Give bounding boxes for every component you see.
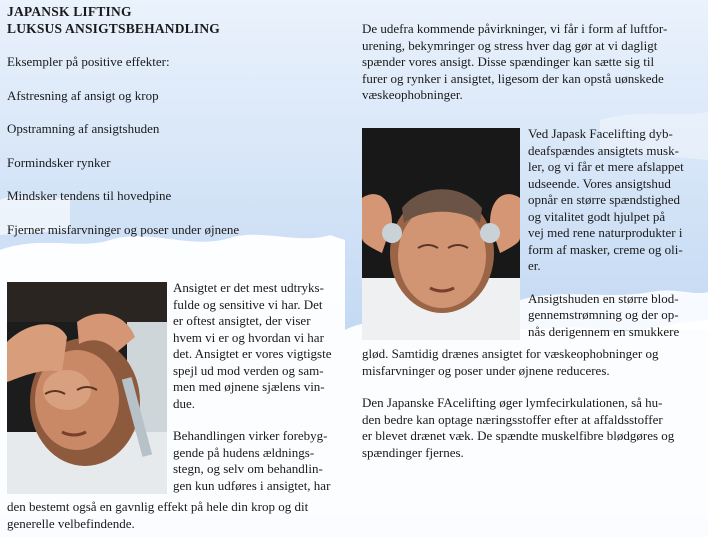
left-wrap-text <box>173 280 343 494</box>
left-column <box>7 3 342 238</box>
text-line: Ansigtshuden en større blod- <box>528 290 679 306</box>
heading-line-2: LUKSUS ANSIGTSBEHANDLING <box>7 21 220 36</box>
text-line: er blevet drænet væk. De spændte muskelfibre blødgøres og <box>362 428 675 443</box>
text-line: stegn, og selv om behandlin- <box>173 461 323 476</box>
text-line: spænder vores ansigt. Disse spændinger kan sætte sig til <box>362 54 655 69</box>
text-line: Ved Japask Facelifting dyb- <box>528 126 673 141</box>
text-line: den bedre kan optage næringsstoffer efter at affaldsstoffer <box>362 411 663 427</box>
left-bottom-text <box>7 499 347 532</box>
text-line: misfarvninger og poser under øjnene reduceres. <box>362 362 610 378</box>
effect-item: Mindsker tendens til hovedpine <box>7 188 172 203</box>
text-line: gende på hudens ældnings- <box>173 444 315 460</box>
text-line: gennemstrømning og der op- <box>528 307 679 322</box>
text-line: De udefra kommende påvirkninger, vi får i form af luftfor- <box>362 21 668 36</box>
text-line: deafspændes ansigtets musk- <box>528 142 679 158</box>
right-bottom-text <box>362 346 702 461</box>
text-line: udseende. Vores ansigtshud <box>528 175 671 191</box>
text-line: og vitalitet godt hjulpet på <box>528 208 666 224</box>
right-wrap-text <box>528 126 702 340</box>
right-top-text <box>362 21 702 104</box>
effect-item: Afstresning af ansigt og krop <box>7 87 159 103</box>
text-line: generelle velbefindende. <box>7 515 135 531</box>
text-line: fulde og sensitive vi har. Det <box>173 296 323 312</box>
text-line: urening, bekymringer og stress hver dag gør at vi dagligt <box>362 37 658 53</box>
text-line: opnår en større spændstighed <box>528 192 681 207</box>
heading-line-1: JAPANSK LIFTING <box>7 4 132 19</box>
text-line: ler, og vi får et mere afslappet <box>528 159 684 174</box>
text-line: Behandlingen virker forebyg- <box>173 428 328 443</box>
facial-treatment-photo-right <box>362 128 520 340</box>
text-line: hvem vi er og hvordan vi har <box>173 329 324 345</box>
text-line: form af masker, creme og oli- <box>528 241 683 257</box>
effects-intro: Eksempler på positive effekter: <box>7 54 170 69</box>
text-line: væskeophobninger. <box>362 87 463 102</box>
facial-treatment-photo-left <box>7 282 167 494</box>
effect-item: Formindsker rynker <box>7 154 111 170</box>
text-line: gen kun udføres i ansigtet, har <box>173 477 331 493</box>
text-line: Den Japanske FAcelifting øger lymfecirkulationen, så hu- <box>362 395 663 410</box>
text-line: den bestemt også en gavnlig effekt på hele din krop og dit <box>7 499 309 514</box>
text-line: nås derigennem en smukkere <box>528 323 680 339</box>
text-line: er oftest ansigtet, der viser <box>173 313 311 328</box>
text-line: spændinger fjernes. <box>362 444 464 460</box>
effect-item: Fjerner misfarvninger og poser under øjnene <box>7 221 240 237</box>
text-line: men med øjnene sjælens vin- <box>173 379 325 394</box>
text-line: spejl ud mod verden og sam- <box>173 362 324 378</box>
text-line: due. <box>173 395 196 411</box>
text-line: vej med rene naturprodukter i <box>528 225 683 240</box>
text-line: furer og rynker i ansigtet, ligesom der kan opstå uønskede <box>362 70 664 86</box>
text-line: Ansigtet er det mest udtryks- <box>173 280 324 295</box>
text-line: glød. Samtidig drænes ansigtet for væskeophobninger og <box>362 346 659 361</box>
text-line: er. <box>528 258 541 273</box>
effect-item: Opstramning af ansigtshuden <box>7 121 160 136</box>
text-line: det. Ansigtet er vores vigtigste <box>173 346 332 361</box>
